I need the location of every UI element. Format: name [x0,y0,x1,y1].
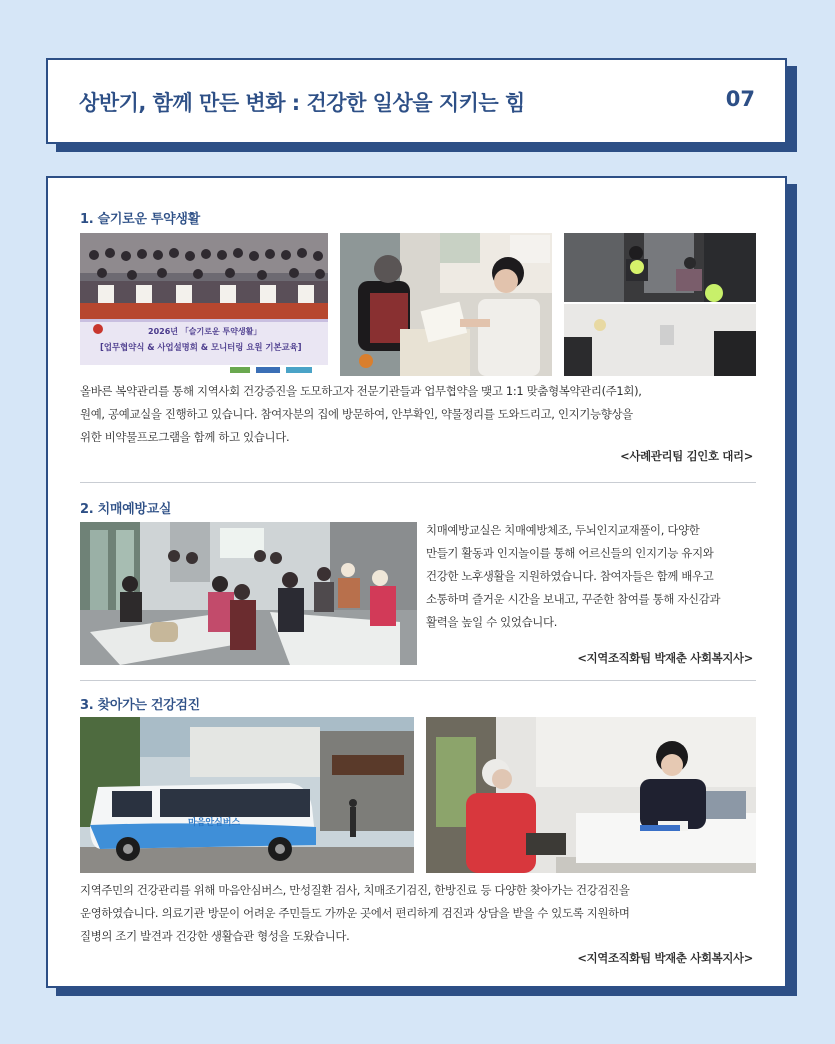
section-2-line-1: 치매예방교실은 치매예방체조, 두뇌인지교재풀이, 다양한 [426,523,700,537]
section-2-line-4: 소통하며 즐거운 시간을 보내고, 꾸준한 참여를 통해 자신감과 [426,592,721,606]
section-3-line-1: 지역주민의 건강관리를 위해 마음안심버스, 만성질환 검사, 치매조기검진, 한방진료 등 다양한 찾아가는 건강검진을 [80,883,630,897]
section-2-body [426,519,720,634]
page-number: 07 [725,87,755,111]
banner-line-2: [업무협약식 & 사업설명회 & 모니터링 요원 기본교육] [100,342,302,352]
photo-agreement-ceremony [80,233,328,376]
photo-home-visit [340,233,552,376]
section-1-line-2: 원예, 공예교실을 진행하고 있습니다. 참여자분의 집에 방문하여, 안부확인, 약물정리를 도와드리고, 인지기능향상을 [80,407,633,421]
section-1-body [80,380,642,449]
section-1-title: 1. 슬기로운 투약생활 [80,212,200,227]
photo-consultation [426,717,756,873]
photo-craft-class [564,233,756,376]
page-title: 상반기, 함께 만든 변화 : 건강한 일상을 지키는 힘 [79,91,525,115]
section-3-title: 3. 찾아가는 건강검진 [80,698,200,713]
divider-1 [80,482,756,483]
section-2-line-5: 활력을 높일 수 있었습니다. [426,615,558,629]
divider-2 [80,680,756,681]
section-3-line-2: 운영하였습니다. 의료기관 방문이 어려운 주민들도 가까운 곳에서 편리하게 검진과 상담을 받을 수 있도록 지원하며 [80,906,630,920]
section-3-body [80,879,630,948]
section-1-line-3: 위한 비약물프로그램을 함께 하고 있습니다. [80,430,290,444]
section-2-title: 2. 치매예방교실 [80,502,172,517]
content-panel [46,176,787,988]
section-3-signature: <지역조직화팀 박재춘 사회복지사> [577,951,753,965]
section-2-line-2: 만들기 활동과 인지놀이를 통해 어르신들의 인지기능 유지와 [426,546,714,560]
section-1-signature: <사례관리팀 김인호 대리> [620,449,753,463]
section-1-line-1: 올바른 복약관리를 통해 지역사회 건강증진을 도모하고자 전문기관들과 업무협약을 맺고 1:1 맞춤형복약관리(주1회), [80,384,642,398]
banner-line-1: 2026년 「슬기로운 투약생활」 [148,327,262,336]
section-3-line-3: 질병의 조기 발견과 건강한 생활습관 형성을 도왔습니다. [80,929,350,943]
section-2-line-3: 건강한 노후생활을 지원하였습니다. 참여자들은 함께 배우고 [426,569,714,583]
section-2-signature: <지역조직화팀 박재춘 사회복지사> [577,651,753,665]
photo-dementia-class [80,522,417,665]
photo-health-bus [80,717,414,873]
page-header [46,58,787,144]
bus-label: 마음안심버스 [188,818,241,828]
